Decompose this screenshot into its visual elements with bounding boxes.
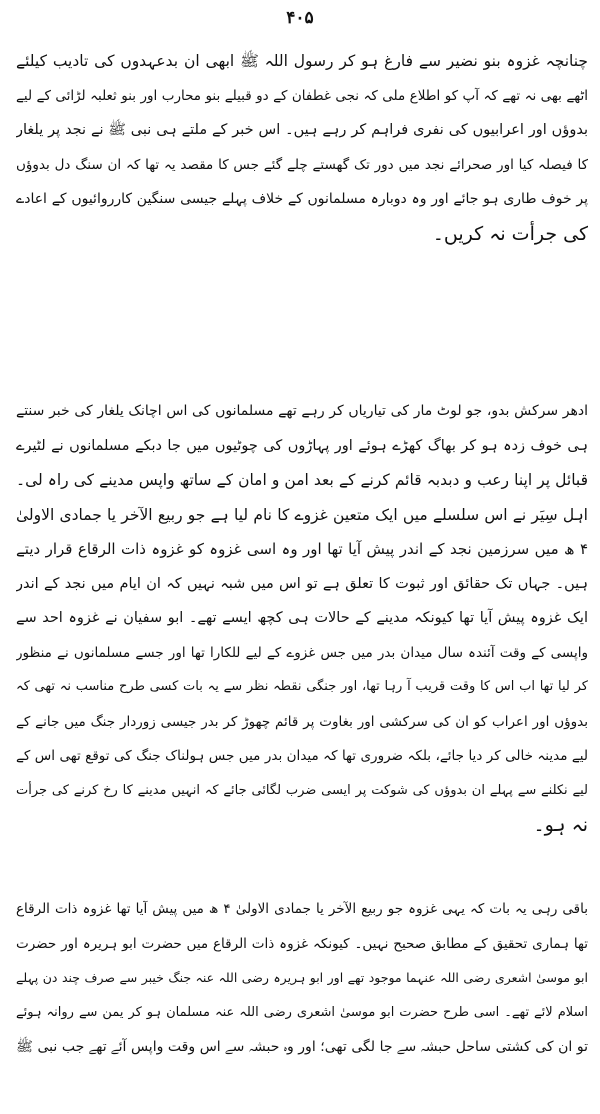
text-line: ۴ ھ میں سرزمین نجد کے اندر پیش آیا تھا اور وہ اسی غزوہ کو غزوہ ذات الرقاع قرار دیتے (16, 540, 588, 558)
text-line: ہی خوف زدہ ہو کر بھاگ کھڑے ہوئے اور پہاڑوں کی چوٹیوں میں جا دبکے مسلمانوں نے لٹیرے (16, 437, 588, 454)
text-line: اہل سِیَر نے اس سلسلے میں ایک متعین غزوے کا نام لیا ہے جو ربیع الآخر یا جمادی الاولیٰ (16, 505, 588, 524)
text-line: لیے مدینہ خالی کر دیا جائے، بلکہ ضروری تھا کہ میدان بدر میں جس ہولناک جنگ کی توقع تھی اس کے (16, 748, 588, 764)
text-line: نہ ہو۔ (533, 814, 588, 836)
text-line: اسلام لائے تھے۔ اسی طرح حضرت ابو موسیٰ اشعری رضی اللہ عنہ مسلمان ہو کر یمن سے روانہ ہوئے (16, 1004, 588, 1020)
text-line: کا فیصلہ کیا اور صحرائے نجد میں دور تک گھستے چلے گئے جس کا مقصد یہ تھا کہ ان سنگ دل بدوؤں (16, 156, 588, 173)
text-line: واپسی کے وقت آئندہ سال میدان بدر میں جس غزوے کے لیے للکارا تھا اور جسے مسلمانوں نے منظور (16, 644, 588, 661)
text-line: تھا ہماری تحقیق کے مطابق صحیح نہیں۔ کیونکہ غزوہ ذات الرقاع میں حضرت ابو ہریرہ اور حضرت (16, 935, 588, 952)
text-line: بدوؤں اور اعراب کو ان کی سرکشی اور بغاوت پر قائم چھوڑ کر بدر جیسی زوردار جنگ میں جانے کے (16, 713, 588, 730)
text-line: پر خوف طاری ہو جائے اور وہ دوبارہ مسلمانوں کے خلاف پہلے جیسی سنگین کارروائیوں کے اعادے (16, 191, 588, 207)
text-line: کی جرأت نہ کریں۔ (432, 222, 588, 245)
paragraph-2 (16, 394, 588, 843)
text-line: ادھر سرکش بدو، جو لوٹ مار کی تیاریاں کر رہے تھے مسلمانوں کی اس اچانک یلغار کی خبر سنتے (16, 403, 588, 419)
paragraph-3 (16, 892, 588, 1065)
text-line: چنانچہ غزوہ بنو نضیر سے فارغ ہو کر رسول اللہ ﷺ ابھی ان بدعہدوں کی تادیب کیلئے (16, 52, 588, 70)
text-line: ایک غزوہ پیش آیا تھا کیونکہ مدینے کے حالات ہی کچھ ایسے تھے۔ ابو سفیان نے غزوہ احد سے (16, 610, 588, 626)
text-line: ہیں۔ جہاں تک حقائق اور ثبوت کا تعلق ہے تو اس میں شبہ نہیں کہ ان ایام میں نجد کے اندر (16, 575, 588, 592)
page-number: ۴۰۵ (286, 8, 314, 28)
text-line: قبائل پر اپنا رعب و دبدبہ قائم کرنے کے بعد امن و امان کے ساتھ واپس مدینے کی راہ لی۔ (16, 471, 588, 489)
text-line: لیے نکلنے سے پہلے ان بدوؤں کی شوکت پر ایسی ضرب لگائی جائے کہ انہیں مدینے کا رخ کرنے کی جرأت (16, 782, 588, 798)
text-line: ابو موسیٰ اشعری رضی اللہ عنہما موجود تھے اور ابو ہریرہ رضی اللہ عنہ جنگ خیبر سے صرف چند دن پہلے (16, 970, 588, 985)
text-line: بدوؤں اور اعرابیوں کی نفری فراہم کر رہے ہیں۔ اس خبر کے ملتے ہی نبی ﷺ نے نجد پر یلغار (16, 122, 588, 138)
text-line: تو ان کی کشتی ساحل حبشہ سے جا لگی تھی؛ اور وہ حبشہ سے اس وقت واپس آئے تھے جب نبی ﷺ (16, 1039, 588, 1055)
text-line: اٹھے بھی نہ تھے کہ آپ کو اطلاع ملی کہ نجی غطفان کے دو قبیلے بنو محارب اور بنو ثعلبہ لڑائی کے لیے (16, 87, 588, 104)
paragraph-1 (16, 44, 588, 251)
text-line: باقی رہی یہ بات کہ یہی غزوہ جو ربیع الآخر یا جمادی الاولیٰ ۴ ھ میں پیش آیا تھا غزوہ ذات الرقاع (16, 901, 588, 917)
text-line: کر لیا تھا اب اس کا وقت قریب آ رہا تھا، اور جنگی نقطہ نظر سے یہ بات کسی طرح مناسب نہ تھی کہ (16, 679, 588, 694)
